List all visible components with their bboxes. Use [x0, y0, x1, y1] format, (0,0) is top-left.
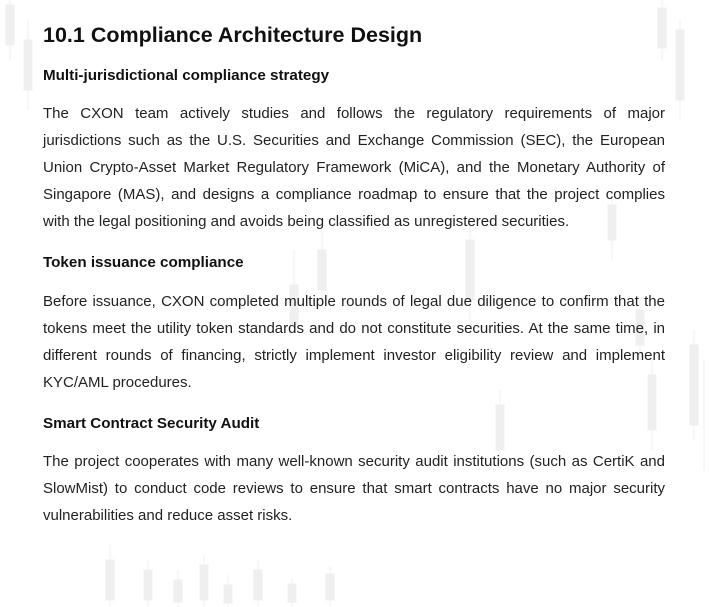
paragraph-smart-contract-audit: The project cooperates with many well-known security audit institutions (such as CertiK and SlowMist) to conduct code reviews to ensure that smart contracts have no major security vulnerabilities and reduce asset risks. [43, 453, 665, 524]
paragraph-token-issuance: Before issuance, CXON completed multiple rounds of legal due diligence to confirm that the tokens meet the utility token standards and do not constitute securities. At the same time, in different rounds of financing, strictly implement investor eligibility review and implement KYC/AML procedures. [43, 293, 665, 391]
subheading-multi-jurisdictional: Multi-jurisdictional compliance strategy [43, 67, 330, 84]
subheading-smart-contract-audit: Smart Contract Security Audit [43, 415, 260, 432]
section-title: 10.1 Compliance Architecture Design [43, 23, 423, 47]
paragraph-multi-jurisdictional: The CXON team actively studies and follows the regulatory requirements of major jurisdictions such as the U.S. Securities and Exchange Commission (SEC), the European Union Crypto-Asset Market Regulatory Framework (MiCA), and the Monetary Authority of Singapore (MAS), and designs a compliance roadmap to ensure that the project complies with the legal positioning and avoids being classified as unregistered securities. [43, 105, 665, 230]
subheading-token-issuance: Token issuance compliance [43, 254, 244, 271]
